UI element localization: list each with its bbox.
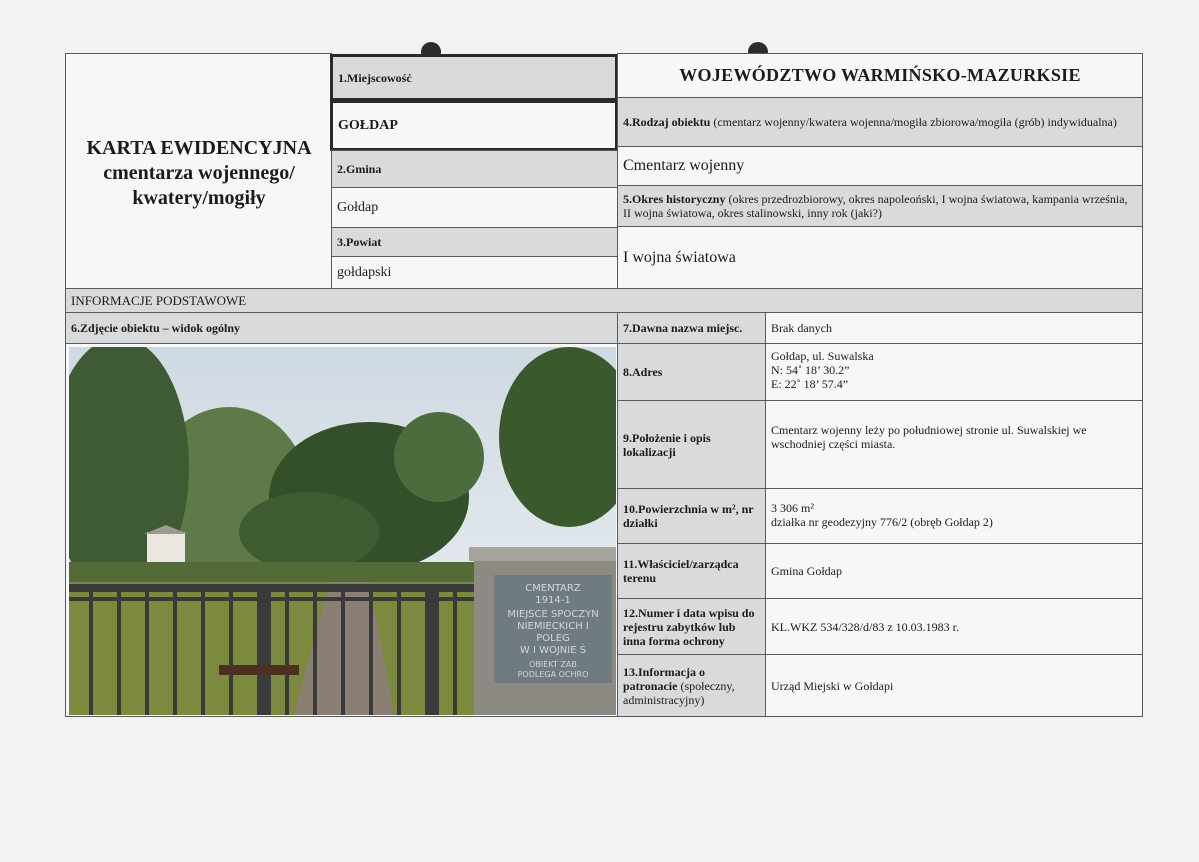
rodzaj-hint-text: (cmentarz wojenny/kwatera wojenna/mogiła zbiorowa/mogiła (grób) indywidualna) — [710, 115, 1117, 129]
r10-label-text: 10.Powierzchnia w m², nr działki — [623, 502, 754, 530]
gmina-value-text: Gołdap — [337, 199, 379, 215]
plaque-line4: NIEMIECKICH I — [517, 621, 589, 632]
okres-value-text: I wojna światowa — [623, 248, 736, 266]
r9-value-text: Cmentarz wojenny leży po południowej stronie ul. Suwalskiej we wschodniej części miasta. — [771, 423, 1087, 451]
tree-canopy — [239, 492, 379, 572]
rodzaj-value — [617, 146, 1143, 186]
card-title-line1: KARTA EWIDENCYJNA — [86, 137, 312, 159]
r13-label — [617, 654, 766, 717]
rodzaj-label-text: 4.Rodzaj obiektu — [623, 115, 711, 129]
house — [147, 532, 185, 562]
gmina-label-text: 2.Gmina — [337, 162, 382, 176]
tree-canopy — [394, 412, 484, 502]
r11-value — [765, 543, 1143, 599]
plaque-line3: MIEJSCE SPOCZYN — [507, 609, 599, 620]
r9-label-text: 9.Położenie i opis lokalizacji — [623, 430, 711, 459]
powiat-label-text: 3.Powiat — [337, 235, 382, 249]
r12-label-text: 12.Numer i data wpisu do rejestru zabytków lub inna forma ochrony — [623, 605, 755, 648]
r8-value-line2: N: 54˚ 18’ 30.2” — [771, 363, 850, 377]
r13-value-text: Urząd Miejski w Gołdapi — [771, 678, 894, 693]
rodzaj-value-text: Cmentarz wojenny — [623, 157, 745, 174]
plaque-line6: W I WOJNIE Ś — [519, 645, 587, 656]
r7-label — [617, 312, 766, 344]
gmina-label — [331, 150, 618, 188]
voivodeship-header — [617, 53, 1143, 98]
r10-value-line1: 3 306 m² — [771, 501, 814, 515]
r8-value-line1: Gołdap, ul. Suwalska — [771, 349, 874, 363]
powiat-value — [331, 256, 618, 289]
pillar-cap — [469, 547, 616, 561]
plaque-line7: OBIEKT ZAB — [529, 660, 577, 669]
r10-value — [765, 488, 1143, 544]
photo-label — [65, 312, 618, 344]
r11-label — [617, 543, 766, 599]
plaque-line1: CMENTARZ — [525, 583, 581, 594]
r13-label-bold: 13.Informacja o patronacie — [623, 664, 705, 693]
miejscowosc-value — [330, 100, 618, 151]
rodzaj-label — [617, 97, 1143, 147]
r8-label-text: 8.Adres — [623, 365, 663, 379]
r10-value-line2: działka nr geodezyjny 776/2 (obręb Gołdap 2) — [771, 515, 993, 529]
section-header — [65, 288, 1143, 313]
r8-label — [617, 343, 766, 401]
miejscowosc-label-text: 1.Miejscowość — [338, 70, 412, 85]
okres-label — [617, 185, 1143, 227]
card-title-line3: kwatery/mogiły — [132, 187, 266, 209]
plaque-line8: PODLEGA OCHRO — [517, 670, 589, 679]
r7-value-text: Brak danych — [771, 321, 832, 335]
photo-label-text: 6.Zdjęcie obiektu – widok ogólny — [71, 321, 241, 335]
cemetery-photo — [69, 347, 616, 715]
section-header-text: INFORMACJE PODSTAWOWE — [71, 292, 247, 308]
r10-label — [617, 488, 766, 544]
r8-value — [765, 343, 1143, 401]
r12-value-text: KL.WKZ 534/328/d/83 z 10.03.1983 r. — [771, 619, 959, 634]
miejscowosc-label — [330, 54, 618, 101]
card-title-line2: cmentarza wojennego/ — [103, 162, 295, 184]
r7-label-text: 7.Dawna nazwa miejsc. — [623, 321, 743, 335]
r12-value — [765, 598, 1143, 655]
r9-value — [765, 400, 1143, 489]
powiat-value-text: gołdapski — [337, 264, 392, 280]
r9-label — [617, 400, 766, 489]
powiat-label — [331, 227, 618, 257]
voivodeship-text: WOJEWÓDZTWO WARMIŃSKO-MAZURKSIE — [679, 65, 1081, 85]
r8-value-line3: E: 22˚ 18’ 57.4” — [771, 377, 849, 391]
miejscowosc-value-text: GOŁDAP — [338, 117, 398, 133]
photo-cell — [65, 343, 618, 717]
plaque-line2: 1914-1 — [535, 595, 571, 606]
okres-value — [617, 226, 1143, 289]
r11-label-text: 11.Właściciel/zarządca terenu — [623, 557, 739, 585]
r13-label-rest: (społeczny, administracyjny) — [623, 678, 735, 707]
plaque-line5: POLEG — [536, 633, 570, 644]
r7-value — [765, 312, 1143, 344]
gmina-value — [331, 187, 618, 228]
okres-hint-text: (okres przedrozbiorowy, okres napoleoński, I wojna światowa, kampania września, II wojna światowa, okres stalinowski, inny rok (jaki?) — [623, 192, 1128, 220]
r11-value-text: Gmina Gołdap — [771, 564, 842, 578]
okres-label-text: 5.Okres historyczny — [623, 192, 726, 206]
r12-label — [617, 598, 766, 655]
r13-value — [765, 654, 1143, 717]
card-title — [68, 136, 330, 211]
